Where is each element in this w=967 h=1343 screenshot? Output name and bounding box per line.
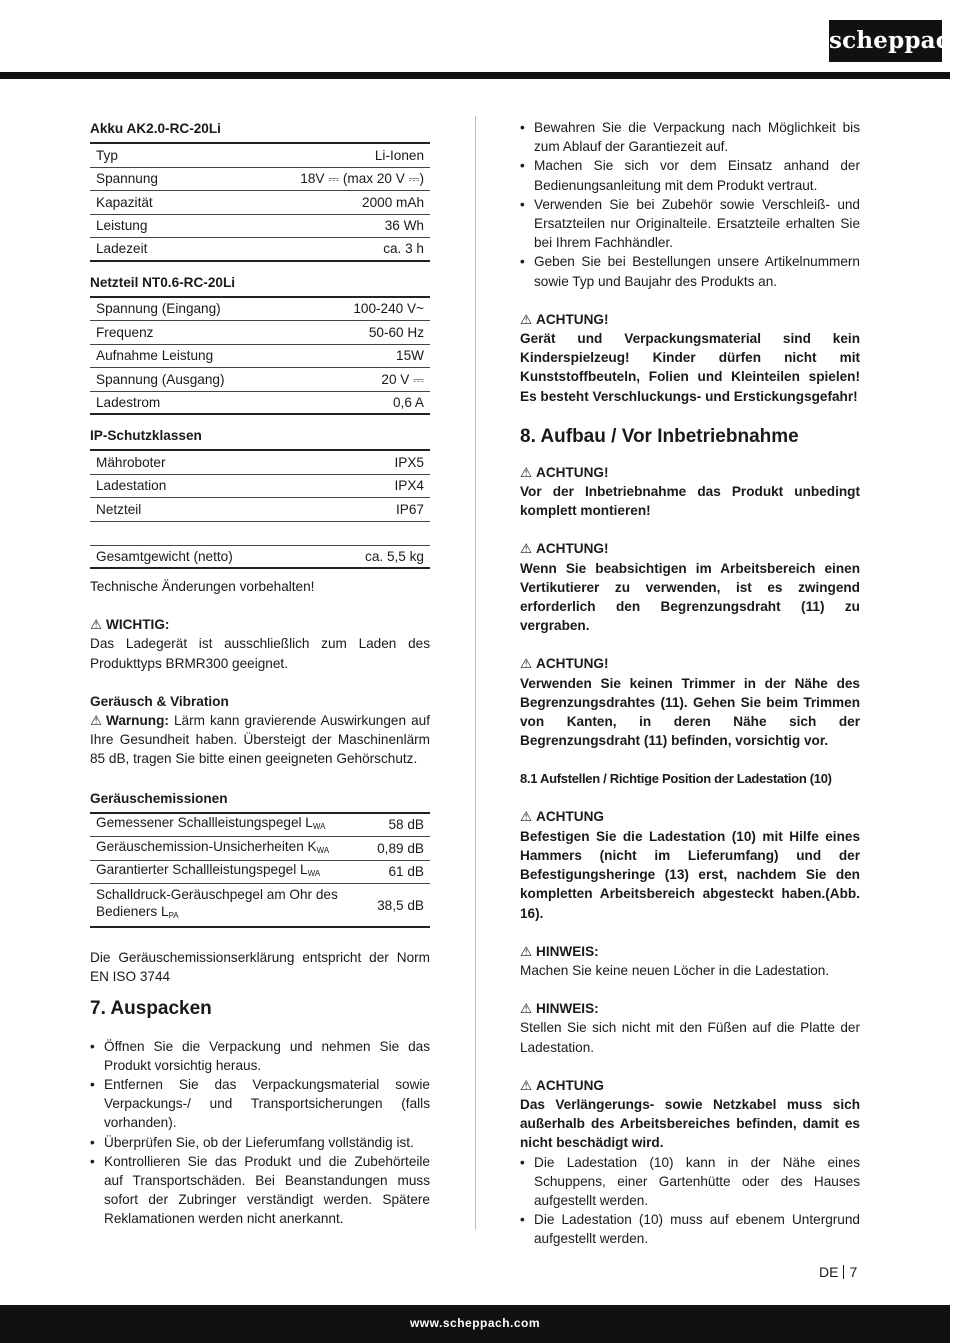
warning-triangle-icon: ⚠ (520, 656, 533, 672)
warning-triangle-icon: ⚠ (90, 713, 103, 729)
table-row (90, 298, 430, 322)
scheppach-logo: scheppach (829, 20, 942, 62)
table-row (90, 814, 430, 838)
wichtig-text: Das Ladegerät ist ausschließlich zum Laden des Produkttyps BRMR300 geeignet. (90, 636, 430, 671)
ip-table (90, 449, 430, 569)
row-label: Leistung (96, 218, 148, 234)
footer-bar (0, 1305, 950, 1343)
row-label: Spannung (Eingang) (96, 301, 221, 317)
table-row (90, 191, 430, 215)
akku-table (90, 142, 430, 262)
row-label: Netzteil (96, 501, 142, 517)
row-value: 100-240 V~ (353, 301, 424, 317)
section-7-heading: 7. Auspacken (90, 997, 212, 1019)
netzteil-table (90, 296, 430, 416)
row-value: ca. 3 h (383, 241, 424, 257)
hint-heading: ⚠ HINWEIS: (520, 999, 860, 1018)
row-label: Schalldruck-Geräuschpegel am Ohr des Bedieners $L_{PA}$ (96, 887, 338, 921)
header-bar (0, 72, 950, 79)
language-code: DE (819, 1264, 839, 1280)
table-row (90, 498, 430, 522)
row-label: Spannung (Ausgang) (96, 371, 225, 387)
row-value: IP67 (396, 501, 424, 517)
row-value: 18V ⎓ (max 20 V ⎓) (300, 171, 424, 187)
table-row (90, 368, 430, 392)
technical-note: Technische Änderungen vorbehalten! (90, 579, 315, 594)
table-row (90, 861, 430, 885)
warning-text: Vor der Inbetriebnahme das Produkt unbedingt komplett montieren! (520, 484, 860, 519)
table-row (90, 392, 430, 416)
list-item: • Verwenden Sie bei Zubehör sowie Verschleiß- und Ersatzteilen nur Originalteile. Ersatzteile erhalten Sie bei Ihrem Fachhändler. (520, 195, 860, 253)
row-label: Ladestation (96, 478, 167, 494)
warning-triangle-icon: ⚠ (520, 464, 533, 480)
row-value: Li-Ionen (374, 147, 424, 163)
row-value: IPX4 (394, 478, 424, 494)
left-column (90, 118, 430, 1229)
table-row (90, 144, 430, 168)
table-row (90, 215, 430, 239)
table-row (90, 451, 430, 475)
warning-heading: ⚠ ACHTUNG! (520, 654, 860, 673)
row-label: Gemessener Schallleistungspegel $L_{WA}$ (96, 815, 326, 832)
warning-heading: ⚠ ACHTUNG! (520, 539, 860, 558)
page-number (819, 1264, 857, 1280)
column-divider (475, 116, 476, 1230)
row-value: 0,89 dB (377, 840, 424, 856)
table-row (90, 238, 430, 262)
row-label: Aufnahme Leistung (96, 348, 214, 364)
table-row (90, 546, 430, 570)
row-label: Kapazität (96, 194, 153, 210)
row-value: 58 dB (388, 817, 424, 833)
warning-heading: ⚠ ACHTUNG! (520, 463, 860, 482)
list-item: • Öffnen Sie die Verpackung und nehmen Sie das Produkt vorsichtig heraus. (90, 1037, 430, 1075)
row-value: 2000 mAh (362, 194, 424, 210)
warning-text: Befestigen Sie die Ladestation (10) mit Hilfe eines Hammers (nicht im Lieferumfang) und der Befestigungsheringe (13) erst, nachdem Sie den kompletten Arbeitsbereich abgesteckt haben.(Abb. 16). (520, 828, 860, 921)
warning-triangle-icon: ⚠ (520, 311, 533, 327)
list-item: • Kontrollieren Sie das Produkt und die Zubehörteile auf Transportschäden. Bei Beanstandungen muss sofort der Zubringer verständigt werden. Spätere Reklamationen werden nicht anerkannt. (90, 1152, 430, 1229)
table-row (90, 321, 430, 345)
row-label: Ladestrom (96, 394, 161, 410)
geraeusch-title: Geräusch & Vibration (90, 693, 229, 709)
geraeusch-paragraph (90, 711, 430, 769)
wichtig-label: WICHTIG: (106, 617, 170, 633)
list-item: • Entfernen Sie das Verpackungsmaterial sowie Verpackungs-/ und Transportsicherungen (falls vorhanden). (90, 1075, 430, 1133)
row-value: 0,6 A (393, 394, 424, 410)
table-row (90, 475, 430, 499)
row-value: ca. 5,5 kg (365, 548, 424, 564)
warning-heading: ⚠ ACHTUNG! (520, 310, 860, 329)
row-label: Typ (96, 147, 118, 163)
list-item: • Die Ladestation (10) muss auf ebenem Untergrund aufgestellt werden. (520, 1210, 860, 1248)
warning-triangle-icon: ⚠ (520, 541, 533, 557)
right-column (520, 118, 860, 1249)
row-value: IPX5 (394, 454, 424, 470)
page-index: 7 (849, 1264, 858, 1280)
row-value: 38,5 dB (377, 897, 424, 913)
hint-text: Stellen Sie sich nicht mit den Füßen auf die Platte der Ladestation. (520, 1020, 860, 1055)
row-label: Ladezeit (96, 241, 148, 257)
ip-title: IP-Schutzklassen (90, 428, 202, 443)
warning-triangle-icon: ⚠ (520, 809, 533, 825)
emission-note: Die Geräuschemissionserklärung entspricht der Norm EN ISO 3744 (90, 950, 430, 985)
wichtig-heading (90, 615, 430, 634)
row-label: Mähroboter (96, 454, 166, 470)
warning-heading: ⚠ ACHTUNG (520, 807, 860, 826)
row-value: 36 Wh (384, 218, 424, 234)
list-item: • Machen Sie sich vor dem Einsatz anhand der Bedienungsanleitung mit dem Produkt vertraut. (520, 156, 860, 194)
warning-triangle-icon: ⚠ (520, 943, 533, 959)
table-row (90, 837, 430, 861)
subsection-8-1-heading: 8.1 Aufstellen / Richtige Position der Ladestation (10) (520, 771, 832, 787)
row-label: Geräuschemission-Unsicherheiten $K_{WA}$ (96, 838, 330, 855)
table-row (90, 884, 430, 928)
emission-table (90, 812, 430, 929)
warning-text: Das Verlängerungs- sowie Netzkabel muss sich außerhalb des Arbeitsbereiches befinden, damit es nicht beschädigt wird. (520, 1096, 860, 1151)
packaging-list (520, 118, 860, 291)
hint-text: Machen Sie keine neuen Löcher in die Ladestation. (520, 962, 830, 978)
row-value: 15W (396, 348, 424, 364)
warning-triangle-icon: ⚠ (90, 617, 103, 633)
unpacking-list (90, 1037, 430, 1229)
list-item: • Geben Sie bei Bestellungen unsere Artikelnummern sowie Typ und Baujahr des Produkts an. (520, 252, 860, 290)
warning-heading: ⚠ ACHTUNG (520, 1076, 860, 1095)
warning-triangle-icon: ⚠ (520, 1077, 533, 1093)
netzteil-title: Netzteil NT0.6-RC-20Li (90, 274, 236, 290)
list-item: • Bewahren Sie die Verpackung nach Möglichkeit bis zum Ablauf der Garantiezeit auf. (520, 118, 860, 156)
warning-label: Warnung: (106, 713, 169, 729)
table-row (90, 345, 430, 369)
row-label: Gesamtgewicht (netto) (96, 548, 233, 564)
spacer-row (90, 522, 430, 546)
geraeusch-text: Lärm kann gravierende Auswirkungen auf Ihre Gesundheit haben. Übersteigt der Maschinenlärm 85 dB, tragen Sie bitte einen geeigneten Gehörschutz. (90, 713, 430, 767)
row-value: 61 dB (388, 864, 424, 880)
row-label: Garantierter Schallleistungspegel $L_{WA}$ (96, 862, 321, 879)
row-value: 20 V ⎓ (381, 371, 424, 387)
warning-text: Wenn Sie beabsichtigen im Arbeitsbereich einen Vertikutierer zu verwenden, ist es zwingend erforderlich den Begrenzungsdraht (11) zu vergraben. (520, 560, 860, 634)
list-item: • Überprüfen Sie, ob der Lieferumfang vollständig ist. (90, 1133, 430, 1152)
akku-title: Akku AK2.0-RC-20Li (90, 121, 221, 136)
footer-url: www.scheppach.com (409, 1316, 541, 1330)
placement-list (520, 1153, 860, 1249)
table-row (90, 168, 430, 192)
row-label: Frequenz (96, 324, 154, 340)
section-8-heading: 8. Aufbau / Vor Inbetriebnahme (520, 425, 799, 447)
warning-text: Verwenden Sie keinen Trimmer in der Nähe des Begrenzungsdrahtes (11). Gehen Sie beim Trimmen von Kanten, in deren Nähe sich der Begrenzungsdraht (11) befinden, vorsichtig vor. (520, 675, 860, 749)
row-label: Spannung (96, 171, 158, 187)
warning-text: Gerät und Verpackungsmaterial sind kein Kinderspielzeug! Kinder dürfen nicht mit Kunststoffbeuteln, Folien und Kleinteilen spielen! Es besteht Verschluckungs- und Erstickungsgefahr! (520, 331, 860, 404)
emission-title: Geräuschemissionen (90, 790, 228, 806)
warning-triangle-icon: ⚠ (520, 1001, 533, 1017)
hint-heading: ⚠ HINWEIS: (520, 942, 860, 961)
row-value: 50-60 Hz (368, 324, 424, 340)
list-item: • Die Ladestation (10) kann in der Nähe eines Schuppens, einer Gartenhütte oder des Hauses aufgestellt werden. (520, 1153, 860, 1211)
